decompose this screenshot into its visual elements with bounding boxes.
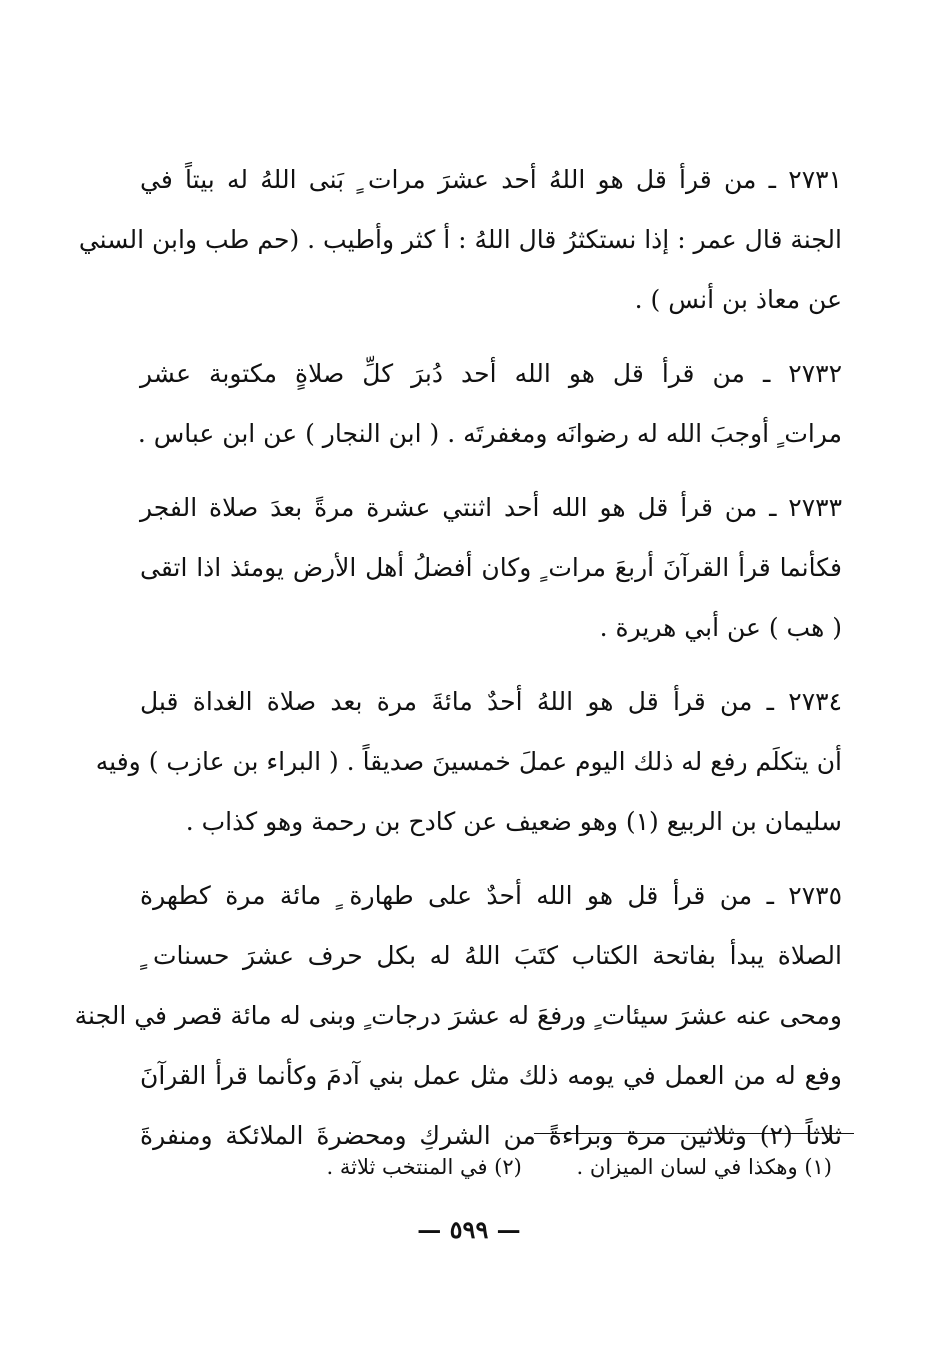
entry-2733 (140, 478, 842, 658)
footnote-divider (534, 1133, 854, 1134)
text-line: ثلاثاً (٢) وثلاثين مرة وبراءةً من الشركِ ومحضرةَ الملائكة ومنفرةَ (140, 1121, 842, 1150)
entry-2731 (78, 150, 842, 330)
footnote-2: (٢) في المنتخب ثلاثة . (326, 1155, 522, 1179)
text-line: عن معاذ بن أنس ) . (634, 285, 842, 314)
text-line: فكأنما قرأ القرآنَ أربعَ مرات ٍ وكان أفضلُ أهل الأرض يومئذ اذا اتقى (140, 553, 842, 582)
text-line: ٢٧٣٣ ـ من قرأ قل هو الله أحد اثنتي عشرة مرةً بعدَ صلاة الفجر (140, 493, 842, 522)
page-number: — ٥٩٩ — (417, 1215, 521, 1244)
text-line: وفع له من العمل في يومه ذلك مثل عمل بني آدمَ وكأنما قرأ القرآنَ (140, 1061, 842, 1090)
text-line: أن يتكلَم رفع له ذلك اليوم عملَ خمسينَ صديقاً . ( البراء بن عازب ) وفيه (95, 747, 842, 776)
footnotes (327, 1150, 832, 1184)
text-line: الجنة قال عمر : إذا نستكثرُ قال اللهُ : أ كثر وأطيب . (حم طب وابن السني (78, 225, 842, 254)
text-line: ومحى عنه عشرَ سيئات ٍ ورفعَ له عشرَ درجات ٍ وبنى له مائة قصر في الجنة (74, 1001, 842, 1030)
text-line: مرات ٍ أوجبَ الله له رضوانَه ومغفرتَه . ( ابن النجار ) عن ابن عباس . (137, 419, 842, 448)
text-line: ٢٧٣٢ ـ من قرأ قل هو الله أحد دُبرَ كلِّ صلاةٍ مكتوبة عشر (140, 359, 842, 388)
text-line: ٢٧٣٥ ـ من قرأ قل هو الله أحدٌ على طهارة ٍ مائة مرة كطهرة (140, 881, 842, 910)
main-text (74, 150, 842, 1180)
text-line: سليمان بن الربيع (١) وهو ضعيف عن كادح بن رحمة وهو كذاب . (185, 807, 842, 836)
entry-2734 (95, 672, 842, 852)
entry-2732 (137, 344, 842, 464)
text-line: ٢٧٣٤ ـ من قرأ قل هو اللهُ أحدٌ مائةَ مرة بعد صلاة الغداة قبل (140, 687, 842, 716)
text-line: ٢٧٣١ ـ من قرأ قل هو اللهُ أحد عشرَ مرات ٍ بَنى اللهُ له بيتاً في (140, 165, 842, 194)
entry-2735 (74, 866, 842, 1166)
text-line: الصلاة يبدأ بفاتحة الكتاب كتَبَ اللهُ له بكل حرف عشرَ حسنات ٍ (140, 941, 842, 970)
text-line: ( هب ) عن أبي هريرة . (599, 613, 842, 642)
footnote-1: (١) وهكذا في لسان الميزان . (576, 1155, 832, 1179)
